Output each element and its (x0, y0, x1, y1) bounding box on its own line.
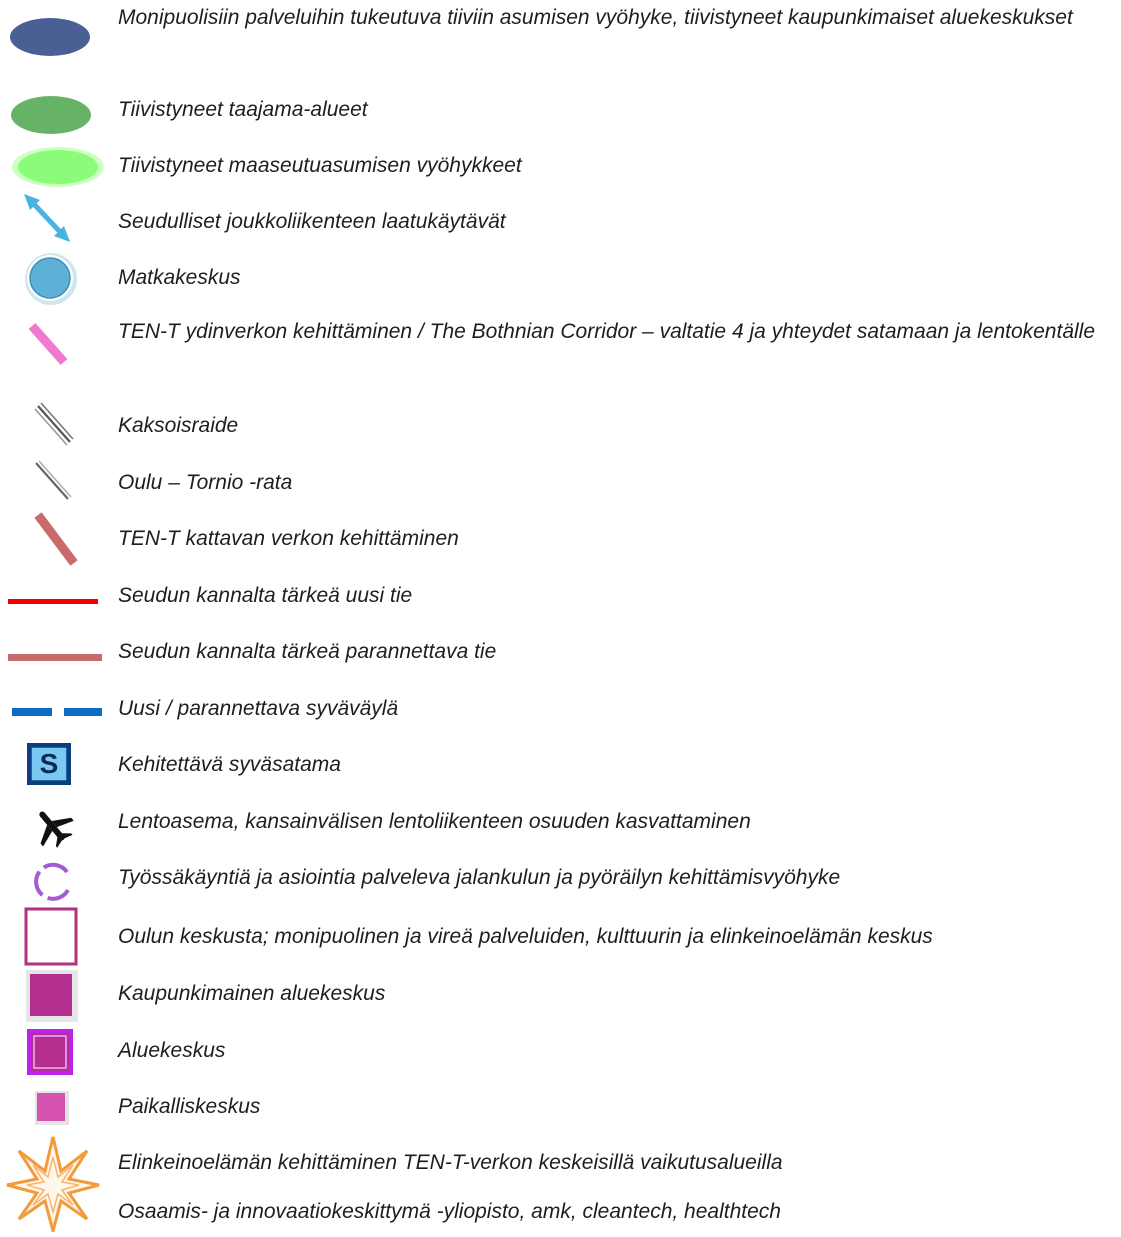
legend-item (0, 1079, 1121, 1135)
legend-item (0, 1023, 1121, 1079)
legend-label: Matkakeskus (118, 266, 241, 289)
double-arrow-icon (0, 194, 110, 250)
legend-label: Lentoasema, kansainvälisen lentoliikenteen osuuden kasvattaminen (118, 810, 751, 833)
dark-red-line-icon (0, 624, 110, 680)
legend-item (0, 511, 1121, 567)
dark-blue-ellipse-icon (0, 0, 110, 56)
legend-item (0, 906, 1121, 968)
rail-line-icon (0, 455, 110, 511)
red-line-icon (0, 568, 110, 624)
legend-label: TEN-T ydinverkon kehittäminen / The Bothnian Corridor – valtatie 4 ja yhteydet satamaan ja lentokentälle (118, 320, 1096, 343)
filled-square-icon (0, 966, 110, 1022)
legend-item (0, 794, 1121, 850)
legend-label: TEN-T kattavan verkon kehittäminen (118, 527, 459, 550)
legend-label: Aluekeskus (118, 1039, 226, 1062)
double-track-icon (0, 398, 110, 454)
legend-label: Paikalliskeskus (118, 1095, 261, 1118)
legend-item (0, 966, 1121, 1022)
legend-label: Elinkeinoelämän kehittäminen TEN-T-verkon keskeisillä vaikutusalueilla (118, 1151, 783, 1174)
legend-label: Monipuolisiin palveluihin tukeutuva tiiviin asumisen vyöhyke, tiivistyneet kaupunkimaiset aluekeskukset (118, 6, 1073, 29)
orange-star-icon (0, 1135, 110, 1232)
legend-label: Seudun kannalta tärkeä uusi tie (118, 584, 413, 607)
legend-item (0, 194, 1121, 250)
blue-dashed-line-icon (0, 681, 110, 737)
hollow-square-icon (0, 906, 110, 968)
legend-item (0, 1191, 1121, 1232)
legend-label: Työssäkäyntiä ja asiointia palveleva jalankulun ja pyöräilyn kehittämisvyöhyke (118, 866, 841, 889)
bordered-square-icon (0, 1023, 110, 1079)
red-diagonal-line-icon (0, 511, 110, 567)
legend-label: Osaamis- ja innovaatiokeskittymä -yliopisto, amk, cleantech, healthtech (118, 1200, 781, 1223)
purple-arc-icon (0, 850, 110, 906)
green-ellipse-icon (0, 82, 110, 138)
legend-label: Oulun keskusta; monipuolinen ja vireä palveluiden, kulttuurin ja elinkeinoelämän keskus (118, 925, 933, 948)
legend-label: Oulu – Tornio -rata (118, 471, 293, 494)
legend-item (0, 82, 1121, 138)
legend-item (0, 0, 1121, 75)
legend-item (0, 568, 1121, 624)
harbour-s-icon (0, 737, 110, 793)
legend-item (0, 737, 1121, 793)
legend-label: Tiivistyneet maaseutuasumisen vyöhykkeet (118, 154, 522, 177)
pink-diagonal-line-icon (0, 314, 110, 370)
legend-item (0, 1135, 1121, 1191)
legend-item (0, 681, 1121, 737)
legend-item (0, 455, 1121, 511)
legend-label: Kaupunkimainen aluekeskus (118, 982, 386, 1005)
harbour-s-glyph: S (39, 748, 59, 779)
legend-label: Uusi / parannettava syväväylä (118, 697, 399, 720)
light-green-ellipse-icon (0, 138, 110, 194)
legend-item (0, 398, 1121, 454)
blue-circle-icon (0, 250, 110, 306)
legend-label: Seudun kannalta tärkeä parannettava tie (118, 640, 497, 663)
legend-item (0, 850, 1121, 906)
legend-item (0, 138, 1121, 194)
airplane-icon (0, 794, 110, 850)
legend-item (0, 250, 1121, 306)
legend-label: Seudulliset joukkoliikenteen laatukäytävät (118, 210, 506, 233)
small-square-icon (0, 1079, 110, 1135)
legend-label: Tiivistyneet taajama-alueet (118, 98, 368, 121)
legend-label: Kehitettävä syväsatama (118, 753, 341, 776)
legend-label: Kaksoisraide (118, 414, 239, 437)
legend-item (0, 624, 1121, 680)
legend-item (0, 314, 1121, 389)
